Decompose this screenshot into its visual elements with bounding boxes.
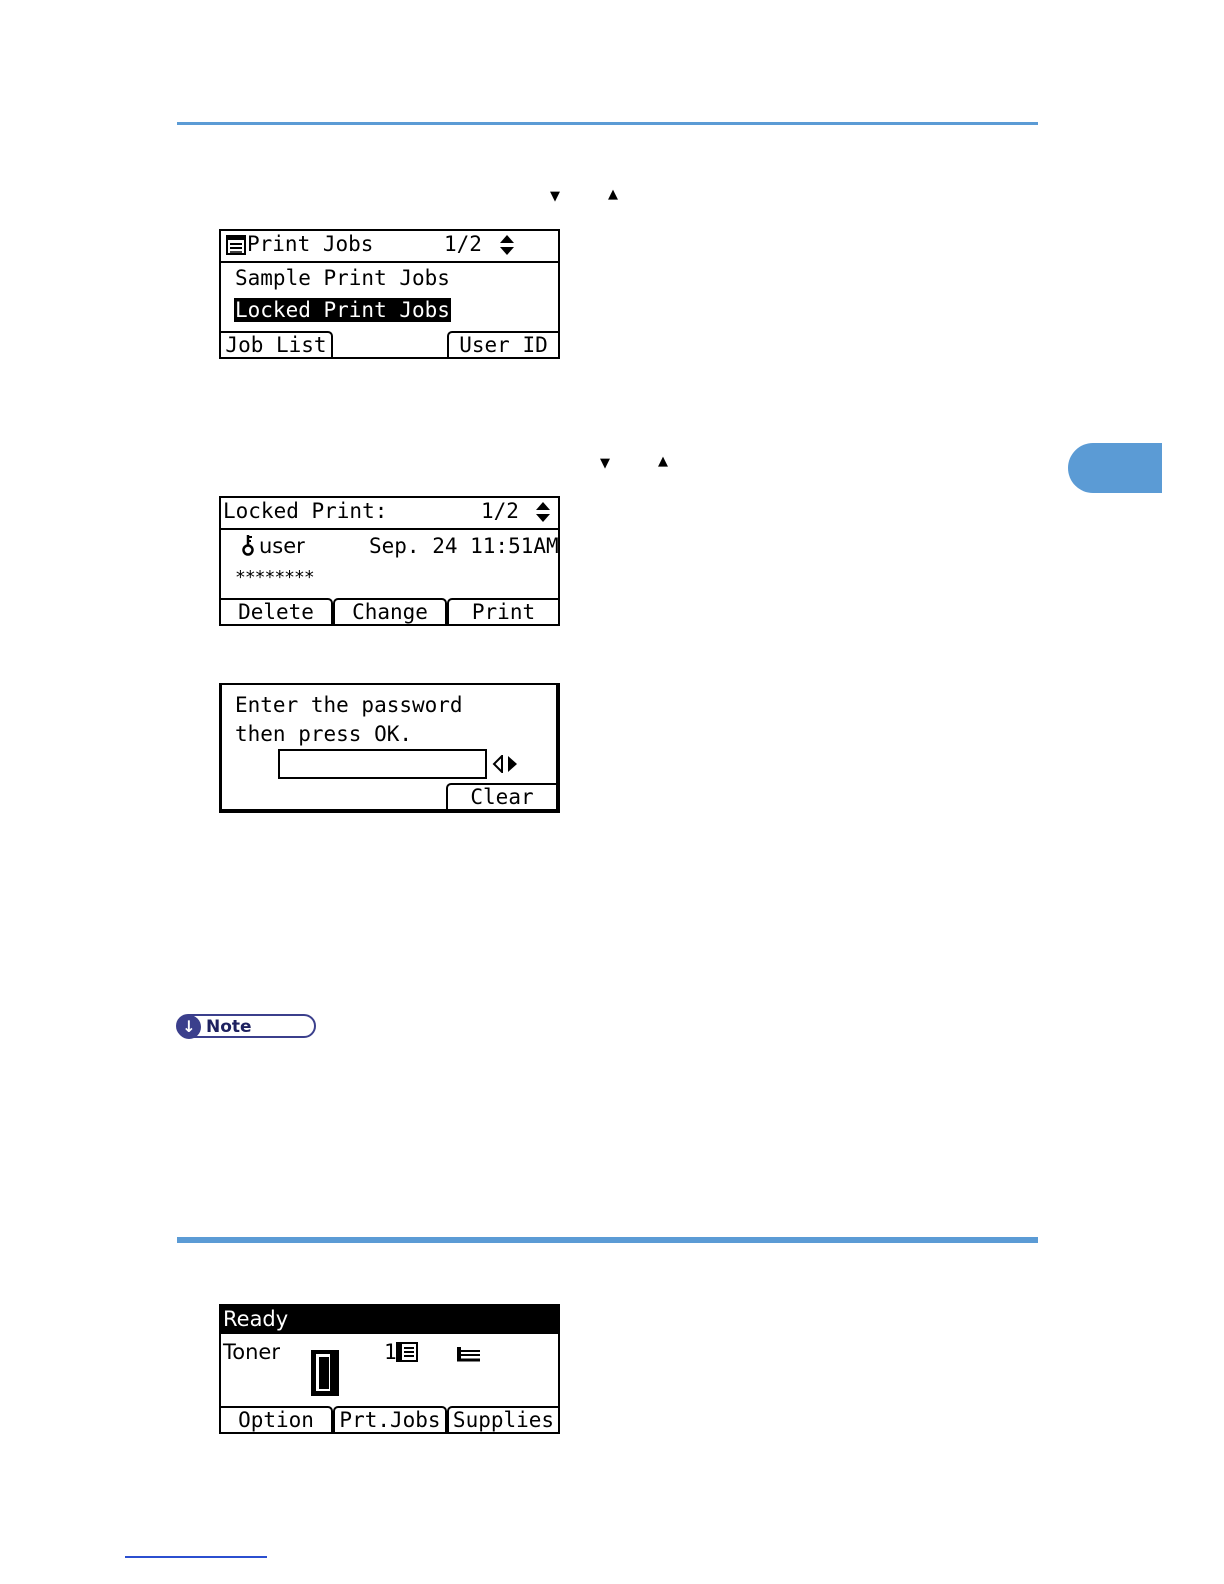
footer-link-underline [125, 1556, 267, 1558]
softkey-job-list[interactable]: Job List [219, 331, 333, 357]
lcd-print-jobs [219, 229, 560, 359]
softkey-delete[interactable]: Delete [219, 598, 333, 624]
softkey-prt-jobs[interactable]: Prt.Jobs [333, 1406, 447, 1432]
note-label: Note [206, 1017, 252, 1037]
lcd-title: Locked Print: [223, 499, 388, 523]
lcd-ready [219, 1304, 560, 1434]
note-badge [176, 1014, 316, 1038]
prompt-line-2: then press OK. [235, 722, 413, 746]
scroll-updown-icon[interactable] [500, 235, 514, 255]
softkey-print[interactable]: Print [447, 598, 560, 624]
up-arrow-icon: ▲ [658, 454, 668, 469]
job-user[interactable]: user [259, 534, 305, 558]
prompt-line-1: Enter the password [235, 693, 463, 717]
section-rule-top [177, 122, 1038, 125]
password-input[interactable] [278, 749, 487, 779]
scroll-updown-icon[interactable] [536, 502, 550, 522]
softkey-clear[interactable]: Clear [446, 783, 558, 809]
softkey-user-id[interactable]: User ID [447, 331, 560, 357]
up-arrow-icon: ▲ [608, 187, 618, 202]
document-list-icon [226, 235, 246, 255]
lcd-title-bar [221, 498, 558, 530]
lcd-title-bar [221, 231, 558, 263]
page-indicator: 1/2 [444, 232, 482, 256]
status-bar [221, 1306, 558, 1334]
note-arrow-icon: ↓ [177, 1015, 201, 1039]
softkey-supplies[interactable]: Supplies [447, 1406, 560, 1432]
lcd-locked-print [219, 496, 560, 626]
cursor-left-right-icon[interactable] [492, 755, 522, 773]
key-icon [241, 534, 255, 556]
status-text: Ready [223, 1307, 289, 1331]
softkey-option[interactable]: Option [219, 1406, 333, 1432]
lcd-title: Print Jobs [247, 232, 374, 256]
down-arrow-icon: ▼ [600, 456, 610, 471]
section-rule-mid [177, 1237, 1038, 1243]
paper-tray-icon [396, 1342, 418, 1362]
lcd-password-dialog [219, 683, 560, 813]
toner-level-icon [310, 1349, 340, 1397]
page-indicator: 1/2 [481, 499, 519, 523]
bypass-tray-icon [456, 1346, 482, 1362]
job-datetime: Sep. 24 11:51AM [369, 534, 559, 558]
tray-number: 1 [384, 1340, 397, 1364]
masked-password: ******** [235, 567, 314, 588]
chapter-tab [1068, 443, 1162, 493]
menu-item-locked-print-jobs[interactable]: Locked Print Jobs [235, 298, 450, 322]
toner-label: Toner [223, 1340, 280, 1364]
down-arrow-icon: ▼ [550, 189, 560, 204]
menu-item-sample-print-jobs[interactable]: Sample Print Jobs [235, 266, 450, 290]
softkey-change[interactable]: Change [333, 598, 447, 624]
